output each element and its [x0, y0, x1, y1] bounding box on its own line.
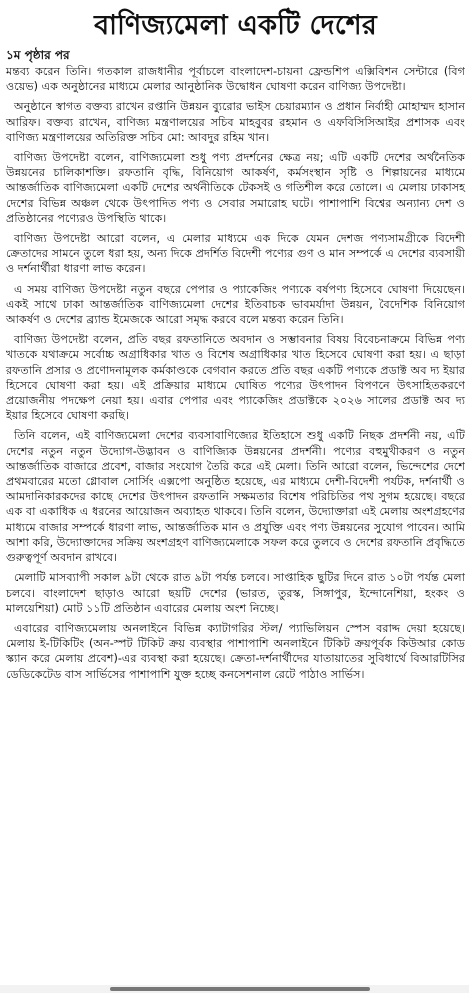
article-paragraph: বাণিজ্য উপদেষ্টা বলেন, প্রতি বছর রফতানিতে অবদান ও সম্ভাবনার বিষয় বিবেচনাক্রমে বিভিন্ন পণ্য খাতকে যথাক্রমে সর্বোচ্চ অগ্রাধিকার খাত ও বিশেষ অগ্রাধিকার খাত হিসেবে ঘোষণা করা হয়। এ ছাড়া রফতানি প্রসার ও প্রণোদনামূলক কর্মকাণ্ডকে বেগবান করতে প্রতি বছর একটি পণ্যকে প্রডাক্ট অব দ্য ইয়ার হিসেবে ঘোষণা করা হয়। এই প্রক্রিয়ার মাধ্যমে ঘোষিত পণ্যের উৎপাদন বিপণনে উৎসাহিতকরণে প্রয়োজনীয় পদক্ষেপ নেয়া হয়। এবার পেপার এবং প্যাকেজিং প্রডাক্টকে ২০২৬ সালের প্রডাক্ট অব দ্য ইয়ার হিসেবে ঘোষণা করছি।: [6, 333, 465, 423]
article-paragraph: মন্তব্য করেন তিনি। গতকাল রাজধানীর পূর্বাচলে বাংলাদেশ-চায়না ফ্রেন্ডশিপ এক্সিবিশন সেন্টারে (বিগ ওয়েভ) এক অনুষ্ঠানের মাধ্যমে মেলার আনুষ্ঠানিক উদ্বোধন ঘোষণা করেন বাণিজ্য উপদেষ্টা।: [6, 65, 465, 94]
clipping-bottom-edge: [0, 985, 469, 993]
article-body: [6, 64, 465, 682]
cut-strip: [110, 987, 370, 991]
article-paragraph: বাণিজ্য উপদেষ্টা আরো বলেন, এ মেলার মাধ্যমে এক দিকে যেমন দেশজ পণ্যসামগ্রীকে বিদেশী ক্রেতাদের সামনে তুলে ধরা হয়, অন্য দিকে প্রদর্শিত বিদেশী পণ্যের গুণ ও মান সম্পর্কে এ দেশের ব্যবসায়ী ও দর্শনার্থীরা ধারণা লাভ করেন।: [6, 232, 465, 276]
article-paragraph: মেলাটি মাসব্যাপী সকাল ৯টা থেকে রাত ৯টা পর্যন্ত চলবে। সাপ্তাহিক ছুটির দিনে রাত ১০টা পর্যন্ত মেলা চলবে। বাংলাদেশ ছাড়াও আরো ছয়টি দেশের (ভারত, তুরস্ক, সিঙ্গাপুর, ইন্দোনেশিয়া, হংকং ও মালয়েশিয়া) মোট ১১টি প্রতিষ্ঠান এবারের মেলায় অংশ নিচ্ছে।: [6, 571, 465, 615]
article-headline: বাণিজ্যমেলা একটি দেশের: [94, 10, 377, 41]
article-paragraph: বাণিজ্য উপদেষ্টা বলেন, বাণিজ্যমেলা শুধু পণ্য প্রদর্শনের ক্ষেত্র নয়; এটি একটি দেশের অর্থনৈতিক উন্নয়নের চালিকাশক্তি। রফতানি বৃদ্ধি, বিনিয়োগ আকর্ষণ, কর্মসংস্থান সৃষ্টি ও শিল্পায়নের মাধ্যমে আন্তর্জাতিক বাণিজ্যমেলা একটি দেশের অর্থনীতিকে টেকসই ও গতিশীল করে তোলে। এ মেলায় ঢাকাসহ দেশের বিভিন্ন অঞ্চল থেকে উৎপাদিত পণ্য ও সেবার সমারোহ ঘটে। পাশাপাশি বিশ্বের অন্যান্য দেশ ও প্রতিষ্ঠানের পণ্যেরও উপস্থিতি থাকে।: [6, 151, 465, 225]
article-paragraph: এ সময় বাণিজ্য উপদেষ্টা নতুন বছরে পেপার ও প্যাকেজিং পণ্যকে বর্ষপণ্য হিসেবে ঘোষণা দিয়েছেন। একই সাথে ঢাকা আন্তর্জাতিক বাণিজ্যমেলা দেশের ইতিবাচক ভাবমর্যাদা উন্নয়ন, বৈদেশিক বিনিয়োগ আকর্ষণ ও দেশের ব্র্যান্ড ইমেজকে আরো সমৃদ্ধ করবে বলে মন্তব্য করেন তিনি।: [6, 282, 465, 327]
article-paragraph: অনুষ্ঠানে স্বাগত বক্তব্য রাখেন রপ্তানি উন্নয়ন ব্যুরোর ভাইস চেয়ারম্যান ও প্রধান নির্বাহী মোহাম্মদ হাসান আরিফ। বক্তব্য রাখেন, বাণিজ্য মন্ত্রণালয়ের সচিব মাহবুবর রহমান ও এফবিসিসিআইর প্রশাসক এবং বাণিজ্য মন্ত্রণালয়ের অতিরিক্ত সচিব মো: আবদুর রহিম খান।: [6, 100, 465, 144]
article-paragraph: তিনি বলেন, এই বাণিজ্যমেলা দেশের ব্যবসাবাণিজ্যের ইতিহাসে শুধু একটি নিছক প্রদর্শনী নয়, এটি দেশের নতুন নতুন উদ্যোগ-উদ্ভাবন ও বাণিজ্যিক উন্নয়নের প্রদর্শনী। পণ্যের বহুমুখীকরণ ও নতুন আন্তর্জাতিক বাজারে প্রবেশ, বাজার সংযোগ তৈরি করে এই মেলা। তিনি আরো বলেন, ভিন্দেশের দেশে প্রথমবারের মতো গ্লোবাল সোর্সিং এক্সপো অনুষ্ঠিত হয়েছে, এর মাধ্যমে দেশী-বিদেশী পর্যটক, দর্শনার্থী ও আমদানিকারকদের কাছে দেশের উৎপাদন রফতানি সক্ষমতার বিশেষ পরিচিতির পথ সুগম হয়েছে। বছরে এক বা একাধিক এ ধরনের আয়োজন অব্যাহত থাকবে। তিনি বলেন, উদ্যোক্তারা এই মেলায় অংশগ্রহণের মাধ্যমে বাজার সম্পর্কে ধারণা লাভ, আন্তর্জাতিক মান ও প্রযুক্তি এবং পণ্য উন্নয়নের সুযোগ পাবেন। আমি আশা করি, উদ্যোক্তাদের সক্রিয় অংশগ্রহণ বাণিজ্যমেলাকে সফল করে তুলবে ও দেশের রফতানি প্রবৃদ্ধিতে গুরুত্বপূর্ণ অবদান রাখবে।: [6, 429, 465, 565]
continued-from-label: ১ম পৃষ্ঠার পর: [6, 48, 70, 62]
article-paragraph: এবারের বাণিজ্যমেলায় অনলাইনে বিভিন্ন ক্যাটাগরির স্টল/ প্যাভিলিয়ন স্পেস বরাদ্দ দেয়া হয়েছে। মেলায় ই-টিকিটিং (অন-স্পট টিকিট ক্রয় ব্যবস্থার পাশাপাশি অনলাইনে টিকিট ক্রয়পূর্বক কিউআর কোড স্ক্যান করে মেলায় প্রবেশ)-এর ব্যবস্থা করা হয়েছে। ক্রেতা-দর্শনার্থীদের যাতায়াতের সুবিধার্থে বিআরটিসির ডেডিকেটেড বাস সার্ভিসের পাশাপাশি যুক্ত হচ্ছে কনসেশনাল রেটে পাঠাও সার্ভিস।: [6, 621, 465, 681]
